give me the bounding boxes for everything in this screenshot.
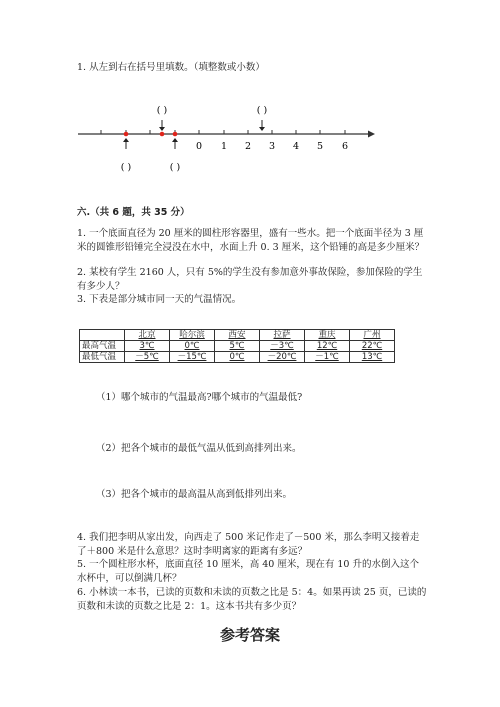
table-cell: －1℃ [305, 352, 350, 363]
table-cell: －5℃ [125, 352, 170, 363]
problem-2: 2. 某校有学生 2160 人，只有 5%的学生没有参加意外事故保险，参加保险的学生有多少人？ [77, 267, 423, 292]
number-line-arrowhead [368, 131, 375, 138]
table-cell: 5℃ [215, 341, 260, 352]
subquestion-1: （1）哪个城市的气温最高?哪个城市的气温最低? [96, 392, 303, 403]
table-cell: －15℃ [170, 352, 215, 363]
arrow-up-icon [123, 138, 129, 142]
answer-bracket[interactable]: ( ) [156, 105, 168, 116]
problem-1: 1. 一个底面直径为 20 厘米的圆柱形容器里，盛有一些水。把一个底面半径为 3 厘米的圆锥形铅锤完全浸没在水中，水面上升 0. 3 厘米，这个铅锤的高是多少厘米？ [77, 228, 425, 253]
red-point-marker [160, 132, 165, 137]
table-cell: 12℃ [305, 341, 350, 352]
row-label: 最低气温 [80, 352, 125, 363]
city-header: 北京 [125, 330, 170, 341]
number-line-figure [0, 0, 500, 200]
city-header: 广州 [350, 330, 395, 341]
table-header-row [80, 330, 395, 341]
tick-label-2: 2 [244, 141, 252, 152]
table-cell: 3℃ [125, 341, 170, 352]
table-cell: 22℃ [350, 341, 395, 352]
arrow-down-icon [259, 127, 265, 131]
problem-4: 4. 我们把李明从家出发，向西走了 500 米记作走了－500 米，那么李明又接着走了＋800 米是什么意思？这时李明离家的距离有多远？ [77, 532, 420, 557]
problem-5: 5. 一个圆柱形水杯，底面直径 10 厘米，高 40 厘米，现在有 10 升的水倒入这个水杯中，可以倒满几杯？ [77, 559, 419, 584]
question-1-instruction: 1. 从左到右在括号里填数。（填整数或小数） [77, 62, 265, 73]
subquestion-2: （2）把各个城市的最低气温从低到高排列出来。 [96, 443, 302, 454]
tick-label-4: 4 [292, 141, 300, 152]
table-cell: －20℃ [260, 352, 305, 363]
city-header: 西安 [215, 330, 260, 341]
problem-3: 3. 下表是部分城市同一天的气温情况。 [77, 294, 242, 305]
answer-bracket[interactable]: ( ) [120, 162, 132, 173]
answer-bracket[interactable]: ( ) [169, 162, 181, 173]
tick-label-3: 3 [268, 141, 276, 152]
tick-label-6: 6 [341, 141, 349, 152]
subquestion-3: （3）把各个城市的最高温从高到低排列出来。 [96, 489, 293, 500]
tick-label-5: 5 [316, 141, 324, 152]
row-label: 最高气温 [80, 341, 125, 352]
tick-label-0: 0 [195, 141, 203, 152]
temperature-table [79, 329, 395, 363]
problem-6: 6. 小林读一本书，已读的页数和未读的页数之比是 5：4。如果再读 25 页，已读的页数和未读的页数之比是 2：1。这本书共有多少页？ [77, 587, 427, 612]
table-cell: 0℃ [170, 341, 215, 352]
city-header: 拉萨 [260, 330, 305, 341]
arrow-up-icon [172, 138, 178, 142]
answer-bracket[interactable]: ( ) [256, 105, 268, 116]
table-row [80, 352, 395, 363]
table-cell: －3℃ [260, 341, 305, 352]
city-header: 哈尔滨 [170, 330, 215, 341]
table-cell: 13℃ [350, 352, 395, 363]
city-header: 重庆 [305, 330, 350, 341]
table-cell: 0℃ [215, 352, 260, 363]
answer-section-title: 参考答案 [219, 626, 280, 644]
red-point-marker [124, 132, 129, 137]
section-title: 六.（共 6 题，共 35 分） [77, 207, 190, 218]
red-point-marker [173, 132, 178, 137]
tick-label-1: 1 [220, 141, 228, 152]
table-row [80, 341, 395, 352]
arrow-down-icon [159, 127, 165, 131]
table-corner-cell [80, 330, 125, 341]
